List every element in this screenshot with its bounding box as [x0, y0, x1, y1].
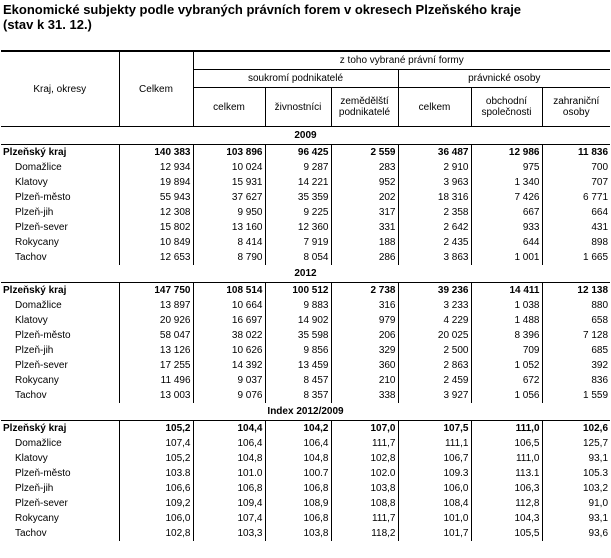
table-cell: 286 [331, 250, 398, 265]
table-cell: 118,2 [331, 526, 398, 541]
table-cell: 109,4 [193, 496, 265, 511]
table-cell: 1 001 [471, 250, 542, 265]
table-cell: 140 383 [119, 145, 193, 161]
table-cell: 107,4 [193, 511, 265, 526]
table-cell: 317 [331, 205, 398, 220]
table-cell: 331 [331, 220, 398, 235]
table-cell: 20 926 [119, 313, 193, 328]
table-row [1, 313, 610, 328]
table-cell: 9 856 [265, 343, 331, 358]
table-cell: 108 514 [193, 283, 265, 299]
table-cell: 96 425 [265, 145, 331, 161]
table-cell: 2 642 [398, 220, 471, 235]
table-cell: 3 963 [398, 175, 471, 190]
table-cell: 103,8 [331, 481, 398, 496]
table-cell: 16 697 [193, 313, 265, 328]
table-cell: 12 138 [542, 283, 610, 299]
table-cell: 14 902 [265, 313, 331, 328]
header-private-total: celkem [193, 88, 265, 127]
table-cell: 93,1 [542, 511, 610, 526]
row-label: Klatovy [15, 453, 48, 464]
table-cell: 100 512 [265, 283, 331, 299]
table-cell: 10 626 [193, 343, 265, 358]
table-cell: 316 [331, 298, 398, 313]
table-cell: 667 [471, 205, 542, 220]
row-label: Domažlice [15, 438, 62, 449]
header-commercial-companies: obchodní společnosti [471, 88, 542, 127]
row-label: Plzeňský kraj [1, 145, 119, 161]
header-foreign-persons: zahraniční osoby [542, 88, 610, 127]
table-cell: 7 919 [265, 235, 331, 250]
table-cell: 106,5 [471, 436, 542, 451]
table-row [1, 466, 610, 481]
table-row [1, 175, 610, 190]
table-cell: 392 [542, 358, 610, 373]
table-row [1, 373, 610, 388]
table-cell: 111,7 [331, 436, 398, 451]
header-total: Celkem [119, 51, 193, 127]
row-label: Plzeň-město [15, 192, 71, 203]
table-cell: 111,0 [471, 451, 542, 466]
table-cell: 10 664 [193, 298, 265, 313]
table-cell: 8 357 [265, 388, 331, 403]
table-cell: 58 047 [119, 328, 193, 343]
table-cell: 106,4 [265, 436, 331, 451]
table-cell: 9 287 [265, 160, 331, 175]
table-cell: 10 024 [193, 160, 265, 175]
table-cell: 108,8 [331, 496, 398, 511]
table-cell: 1 038 [471, 298, 542, 313]
header-tradesmen: živnostníci [265, 88, 331, 127]
table-cell: 91,0 [542, 496, 610, 511]
table-cell: 8 054 [265, 250, 331, 265]
table-cell: 1 488 [471, 313, 542, 328]
table-cell: 709 [471, 343, 542, 358]
table-cell: 18 316 [398, 190, 471, 205]
table-row [1, 481, 610, 496]
row-label: Plzeňský kraj [1, 421, 119, 437]
table-cell: 12 360 [265, 220, 331, 235]
table-cell: 6 771 [542, 190, 610, 205]
table-cell: 106,0 [398, 481, 471, 496]
table-cell: 7 128 [542, 328, 610, 343]
table-cell: 102.0 [331, 466, 398, 481]
table-cell: 2 500 [398, 343, 471, 358]
table-cell: 111,0 [471, 421, 542, 437]
table-cell: 15 802 [119, 220, 193, 235]
table-cell: 11 496 [119, 373, 193, 388]
table-cell: 109.3 [398, 466, 471, 481]
table-cell: 210 [331, 373, 398, 388]
table-cell: 3 233 [398, 298, 471, 313]
table-cell: 9 225 [265, 205, 331, 220]
table-cell: 13 897 [119, 298, 193, 313]
table-cell: 8 790 [193, 250, 265, 265]
table-cell: 700 [542, 160, 610, 175]
row-label: Tachov [15, 390, 47, 401]
table-cell: 17 255 [119, 358, 193, 373]
table-cell: 100.7 [265, 466, 331, 481]
table-cell: 13 003 [119, 388, 193, 403]
table-row [1, 343, 610, 358]
row-label: Plzeň-jih [15, 483, 54, 494]
row-label: Plzeň-jih [15, 207, 54, 218]
table-cell: 14 221 [265, 175, 331, 190]
table-cell: 644 [471, 235, 542, 250]
table-cell: 106,8 [193, 481, 265, 496]
row-label: Plzeň-sever [15, 498, 68, 509]
table-row [1, 205, 610, 220]
table-cell: 103.8 [119, 466, 193, 481]
table-cell: 431 [542, 220, 610, 235]
row-label: Plzeňský kraj [1, 283, 119, 299]
table-cell: 13 459 [265, 358, 331, 373]
table-cell: 108,9 [265, 496, 331, 511]
table-cell: 104,2 [265, 421, 331, 437]
section-label: 2009 [1, 127, 610, 145]
header-legal-entities: právnické osoby [398, 70, 610, 88]
row-label: Plzeň-město [15, 330, 71, 341]
table-cell: 101.0 [193, 466, 265, 481]
table-cell: 3 863 [398, 250, 471, 265]
table-cell: 38 022 [193, 328, 265, 343]
table-cell: 15 931 [193, 175, 265, 190]
table-cell: 103,2 [542, 481, 610, 496]
row-label: Plzeň-sever [15, 360, 68, 371]
table-cell: 102,6 [542, 421, 610, 437]
table-cell: 106,6 [119, 481, 193, 496]
row-label: Rokycany [15, 237, 59, 248]
table-cell: 4 229 [398, 313, 471, 328]
table-cell: 111,7 [331, 511, 398, 526]
table-cell: 10 849 [119, 235, 193, 250]
table-cell: 37 627 [193, 190, 265, 205]
table-cell: 188 [331, 235, 398, 250]
table-cell: 107,5 [398, 421, 471, 437]
table-cell: 103,3 [193, 526, 265, 541]
table-cell: 105,2 [119, 451, 193, 466]
table-cell: 9 037 [193, 373, 265, 388]
table-cell: 7 426 [471, 190, 542, 205]
table-cell: 19 894 [119, 175, 193, 190]
table-cell: 12 986 [471, 145, 542, 161]
table-row [1, 298, 610, 313]
section-row [1, 403, 610, 421]
table-row [1, 145, 610, 161]
table-cell: 107,4 [119, 436, 193, 451]
table-cell: 12 308 [119, 205, 193, 220]
table-cell: 880 [542, 298, 610, 313]
table-cell: 106,8 [265, 481, 331, 496]
table-cell: 8 396 [471, 328, 542, 343]
table-cell: 20 025 [398, 328, 471, 343]
table-cell: 9 950 [193, 205, 265, 220]
table-row [1, 190, 610, 205]
table-cell: 125,7 [542, 436, 610, 451]
table-cell: 13 126 [119, 343, 193, 358]
table-cell: 1 559 [542, 388, 610, 403]
row-label: Domažlice [15, 300, 62, 311]
table-cell: 672 [471, 373, 542, 388]
table-cell: 707 [542, 175, 610, 190]
table-cell: 104,4 [193, 421, 265, 437]
row-label: Domažlice [15, 162, 62, 173]
header-private-entrepreneurs: soukromí podnikatelé [193, 70, 398, 88]
table-cell: 2 459 [398, 373, 471, 388]
table-cell: 1 665 [542, 250, 610, 265]
table-cell: 2 559 [331, 145, 398, 161]
table-cell: 111,1 [398, 436, 471, 451]
row-label: Plzeň-sever [15, 222, 68, 233]
table-cell: 106,7 [398, 451, 471, 466]
table-cell: 93,6 [542, 526, 610, 541]
statistics-table [1, 50, 610, 541]
table-row [1, 220, 610, 235]
header-region: Kraj, okresy [1, 51, 119, 127]
table-row [1, 421, 610, 437]
table-cell: 11 836 [542, 145, 610, 161]
table-cell: 2 435 [398, 235, 471, 250]
table-cell: 13 160 [193, 220, 265, 235]
table-cell: 2 738 [331, 283, 398, 299]
section-label: Index 2012/2009 [1, 403, 610, 421]
table-cell: 952 [331, 175, 398, 190]
table-row [1, 496, 610, 511]
row-label: Tachov [15, 528, 47, 539]
table-cell: 109,2 [119, 496, 193, 511]
table-cell: 685 [542, 343, 610, 358]
table-cell: 933 [471, 220, 542, 235]
table-cell: 105,2 [119, 421, 193, 437]
section-label: 2012 [1, 265, 610, 283]
table-row [1, 235, 610, 250]
table-cell: 283 [331, 160, 398, 175]
table-cell: 106,0 [119, 511, 193, 526]
title-line-2: (stav k 31. 12.) [3, 17, 92, 32]
row-label: Klatovy [15, 315, 48, 326]
table-row [1, 436, 610, 451]
table-cell: 360 [331, 358, 398, 373]
table-cell: 106,3 [471, 481, 542, 496]
table-cell: 147 750 [119, 283, 193, 299]
title-line-1: Ekonomické subjekty podle vybraných právních forem v okresech Plzeňského kraje [3, 2, 522, 17]
table-cell: 103,8 [265, 526, 331, 541]
table-cell: 979 [331, 313, 398, 328]
table-row [1, 526, 610, 541]
table-row [1, 283, 610, 299]
table-cell: 36 487 [398, 145, 471, 161]
table-cell: 35 598 [265, 328, 331, 343]
table-cell: 898 [542, 235, 610, 250]
header-of-which: z toho vybrané právní formy [193, 51, 610, 70]
table-row [1, 511, 610, 526]
table-cell: 2 358 [398, 205, 471, 220]
table-cell: 102,8 [119, 526, 193, 541]
table-row [1, 250, 610, 265]
table-cell: 1 052 [471, 358, 542, 373]
table-cell: 104,8 [265, 451, 331, 466]
table-cell: 93,1 [542, 451, 610, 466]
table-cell: 206 [331, 328, 398, 343]
table-cell: 103 896 [193, 145, 265, 161]
table-cell: 2 910 [398, 160, 471, 175]
row-label: Rokycany [15, 513, 59, 524]
table-cell: 202 [331, 190, 398, 205]
table-cell: 113.1 [471, 466, 542, 481]
table-cell: 14 392 [193, 358, 265, 373]
table-cell: 14 411 [471, 283, 542, 299]
table-row [1, 160, 610, 175]
table-cell: 105,5 [471, 526, 542, 541]
table-cell: 107,0 [331, 421, 398, 437]
table-cell: 104,3 [471, 511, 542, 526]
table-cell: 101,7 [398, 526, 471, 541]
row-label: Plzeň-jih [15, 345, 54, 356]
section-row [1, 265, 610, 283]
table-cell: 55 943 [119, 190, 193, 205]
table-cell: 12 934 [119, 160, 193, 175]
table-cell: 102,8 [331, 451, 398, 466]
row-label: Plzeň-město [15, 468, 71, 479]
row-label: Klatovy [15, 177, 48, 188]
table-cell: 39 236 [398, 283, 471, 299]
table-cell: 664 [542, 205, 610, 220]
header-legal-total: celkem [398, 88, 471, 127]
row-label: Rokycany [15, 375, 59, 386]
table-cell: 105.3 [542, 466, 610, 481]
table-cell: 35 359 [265, 190, 331, 205]
table-cell: 9 883 [265, 298, 331, 313]
table-cell: 2 863 [398, 358, 471, 373]
table-cell: 3 927 [398, 388, 471, 403]
table-row [1, 388, 610, 403]
table-cell: 106,8 [265, 511, 331, 526]
table-cell: 12 653 [119, 250, 193, 265]
table-cell: 8 414 [193, 235, 265, 250]
section-row [1, 127, 610, 145]
table-row [1, 328, 610, 343]
table-cell: 1 340 [471, 175, 542, 190]
table-cell: 108,4 [398, 496, 471, 511]
table-cell: 836 [542, 373, 610, 388]
row-label: Tachov [15, 252, 47, 263]
table-cell: 329 [331, 343, 398, 358]
table-cell: 106,4 [193, 436, 265, 451]
table-cell: 8 457 [265, 373, 331, 388]
table-cell: 9 076 [193, 388, 265, 403]
table-cell: 101,0 [398, 511, 471, 526]
table-title [3, 2, 603, 32]
table-cell: 338 [331, 388, 398, 403]
table-row [1, 451, 610, 466]
table-cell: 658 [542, 313, 610, 328]
table-body [1, 127, 610, 542]
header-agricultural-entrepreneurs: zemědělští podnikatelé [331, 88, 398, 127]
table-cell: 1 056 [471, 388, 542, 403]
table-cell: 104,8 [193, 451, 265, 466]
table-row [1, 358, 610, 373]
table-cell: 975 [471, 160, 542, 175]
table-cell: 112,8 [471, 496, 542, 511]
